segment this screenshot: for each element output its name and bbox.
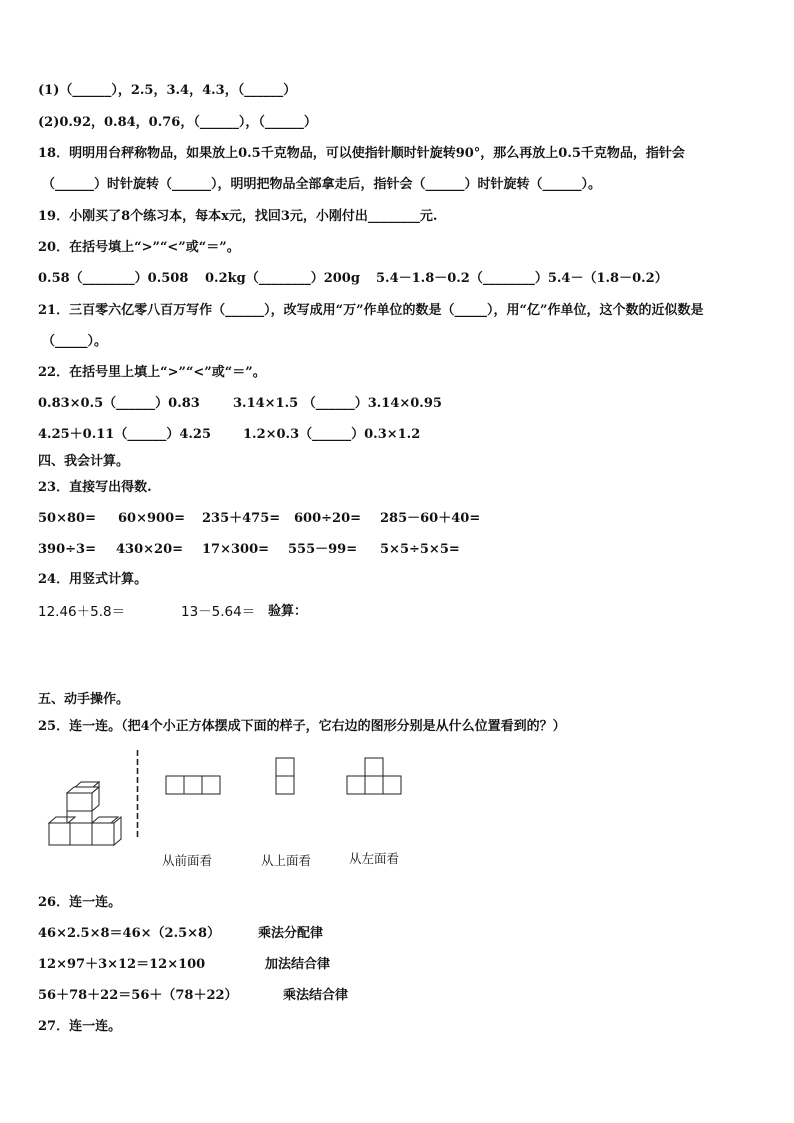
calc-1: 50×80= (38, 511, 96, 526)
view-label-top: 从上面看 (261, 853, 312, 868)
view-two-stacked (275, 757, 295, 795)
seq-question-1: (1)（______），2.5，3.4，4.3，（______） (38, 83, 297, 98)
q25-title: 25．连一连。（把4个小正方体摆成下面的样子，它右边的图形分别是从什么位置看到的？） (38, 719, 566, 734)
q22-item-d: 1.2×0.3（______）0.3×1.2 (243, 427, 421, 442)
check-label: 验算： (268, 604, 308, 619)
calc-3: 235＋475= (202, 511, 281, 526)
calc-10: 5×5÷5×5= (380, 542, 460, 557)
calc-6: 390÷3= (38, 542, 96, 557)
vertical-calc-2: 13－5.64＝ (181, 604, 256, 620)
calc-4: 600÷20= (294, 511, 362, 526)
q20-item-c: 5.4－1.8－0.2（________）5.4－（1.8－0.2） (376, 271, 668, 286)
q22-item-c: 4.25＋0.11（______）4.25 (38, 427, 211, 442)
q21-line-1: 21．三百零六亿零八百万写作（______），改写成用“万”作单位的数是（_____），用“亿”作单位，这个数的近似数是 (38, 303, 704, 318)
calc-8: 17×300= (202, 542, 270, 557)
vertical-calc-1: 12.46＋5.8＝ (38, 604, 126, 620)
calc-5: 285－60＋40= (380, 511, 481, 526)
q24-title: 24．用竖式计算。 (38, 572, 148, 587)
view-label-left: 从左面看 (349, 851, 400, 866)
q26-expr-3: 56＋78＋22＝56＋（78＋22） (38, 988, 238, 1003)
cube-stack-figure (45, 779, 125, 849)
q26-expr-1: 46×2.5×8＝46×（2.5×8） (38, 926, 221, 941)
q20-item-a: 0.58（________）0.508 (38, 271, 189, 286)
calc-7: 430×20= (116, 542, 184, 557)
q27-title: 27．连一连。 (38, 1019, 122, 1034)
view-label-front: 从前面看 (162, 853, 213, 868)
q26-title: 26．连一连。 (38, 895, 122, 910)
view-three-in-row (165, 775, 221, 795)
q26-expr-2: 12×97＋3×12＝12×100 (38, 957, 206, 972)
calc-2: 60×900= (118, 511, 186, 526)
q20-title: 20．在括号填上“>”“<”或“＝”。 (38, 240, 240, 255)
q18-line-1: 18．明明用台秤称物品，如果放上0.5千克物品，可以使指针顺时针旋转90°，那么再放上0.5千克物品，指针会 (38, 146, 685, 161)
q22-item-b: 3.14×1.5 （______）3.14×0.95 (233, 396, 442, 411)
q23-title: 23．直接写出得数. (38, 480, 152, 495)
q18-line-2: （______）时针旋转（______），明明把物品全部拿走后，指针会（______）时针旋转（______）。 (42, 177, 602, 192)
section-5-heading: 五、动手操作。 (38, 692, 130, 707)
q26-law-3: 乘法结合律 (283, 988, 349, 1003)
q22-title: 22．在括号里上填上“>”“<”或“＝”。 (38, 365, 266, 380)
q19: 19．小刚买了8个练习本，每本x元，找回3元，小刚付出________元. (38, 209, 438, 224)
q22-item-a: 0.83×0.5（______）0.83 (38, 396, 200, 411)
calc-9: 555－99= (288, 542, 358, 557)
q20-item-b: 0.2kg（________）200g (205, 271, 360, 286)
view-t-shape (346, 757, 402, 795)
dashed-divider (136, 750, 140, 840)
section-4-heading: 四、我会计算。 (38, 454, 130, 469)
q26-law-1: 乘法分配律 (258, 926, 324, 941)
seq-question-2: (2)0.92，0.84，0.76，（______），（______） (38, 115, 317, 130)
q26-law-2: 加法结合律 (265, 957, 331, 972)
q21-line-2: （_____）。 (42, 334, 108, 349)
